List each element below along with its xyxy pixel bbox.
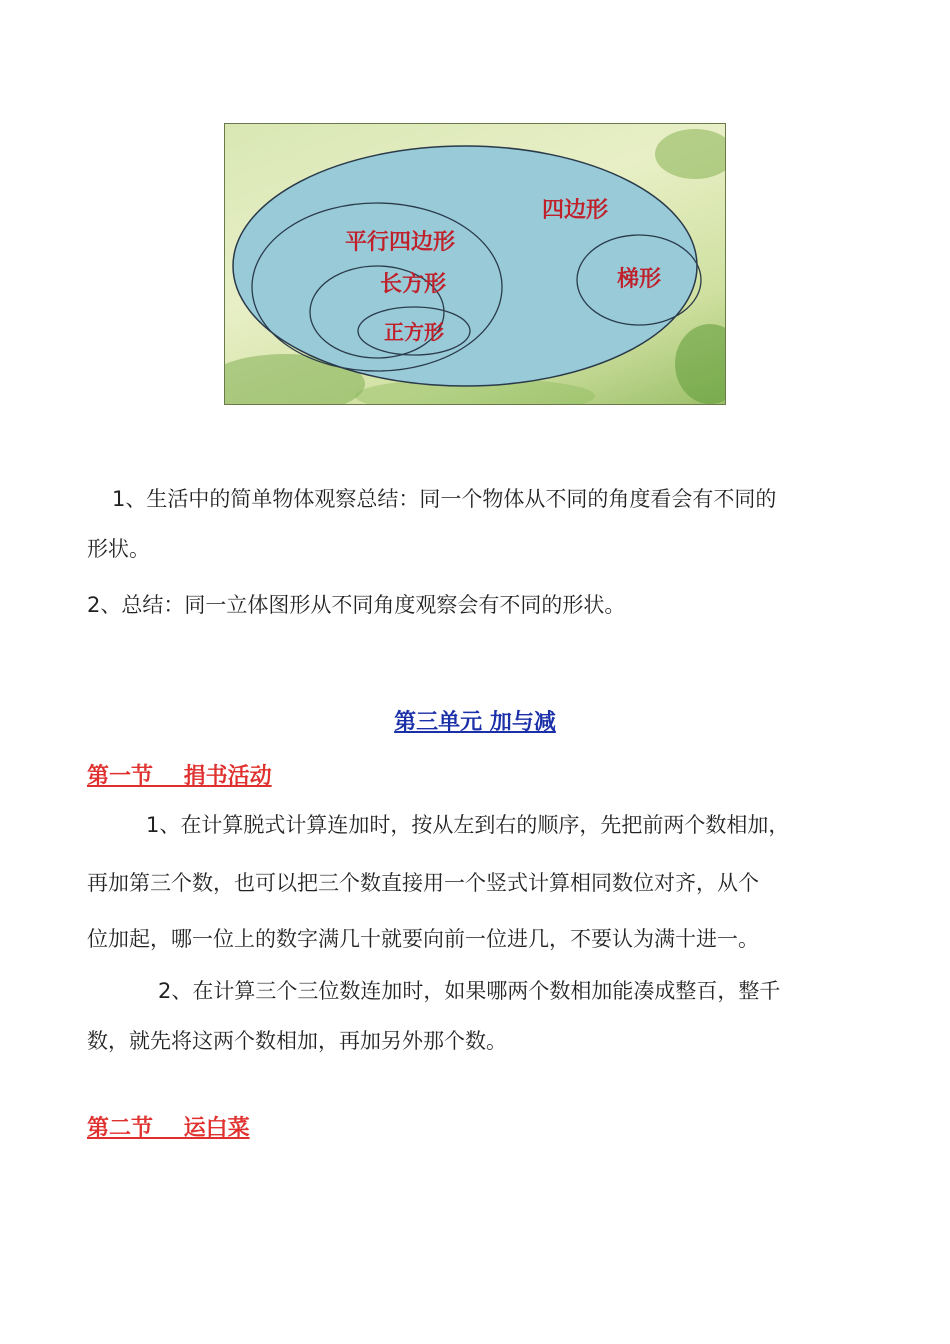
section1-title: 第一节 捐书活动 <box>87 764 272 789</box>
label-trapezoid: 梯形 <box>616 266 662 292</box>
leaf-decoration <box>675 324 726 404</box>
section1-p2-line1: 2、在计算三个三位数连加时，如果哪两个数相加能凑成整百，整千 <box>158 979 781 1003</box>
section1-p1-line3: 位加起，哪一位上的数字满几十就要向前一位进几，不要认为满十进一。 <box>87 927 759 951</box>
label-rectangle: 长方形 <box>379 271 447 297</box>
label-parallelogram: 平行四边形 <box>344 229 456 255</box>
section1-p2-line2: 数，就先将这两个数相加，再加另外那个数。 <box>87 1029 507 1053</box>
section1-p1-line1: 1、在计算脱式计算连加时，按从左到右的顺序，先把前两个数相加， <box>146 813 790 837</box>
quadrilateral-venn-figure <box>224 123 726 405</box>
section2-title: 第二节 运白菜 <box>87 1116 250 1141</box>
section1-p1-line2: 再加第三个数，也可以把三个数直接用一个竖式计算相同数位对齐，从个 <box>87 871 759 895</box>
leaf-decoration <box>655 129 726 179</box>
summary-item2: 2、总结：同一立体图形从不同角度观察会有不同的形状。 <box>87 593 626 617</box>
summary-item1-line1: 1、生活中的简单物体观察总结：同一个物体从不同的角度看会有不同的 <box>112 487 777 511</box>
summary-item1-line2: 形状。 <box>87 537 150 561</box>
unit-title: 第三单元 加与减 <box>394 710 556 735</box>
venn-diagram <box>225 124 726 405</box>
label-quadrilateral: 四边形 <box>541 197 609 223</box>
label-square: 正方形 <box>384 320 444 344</box>
